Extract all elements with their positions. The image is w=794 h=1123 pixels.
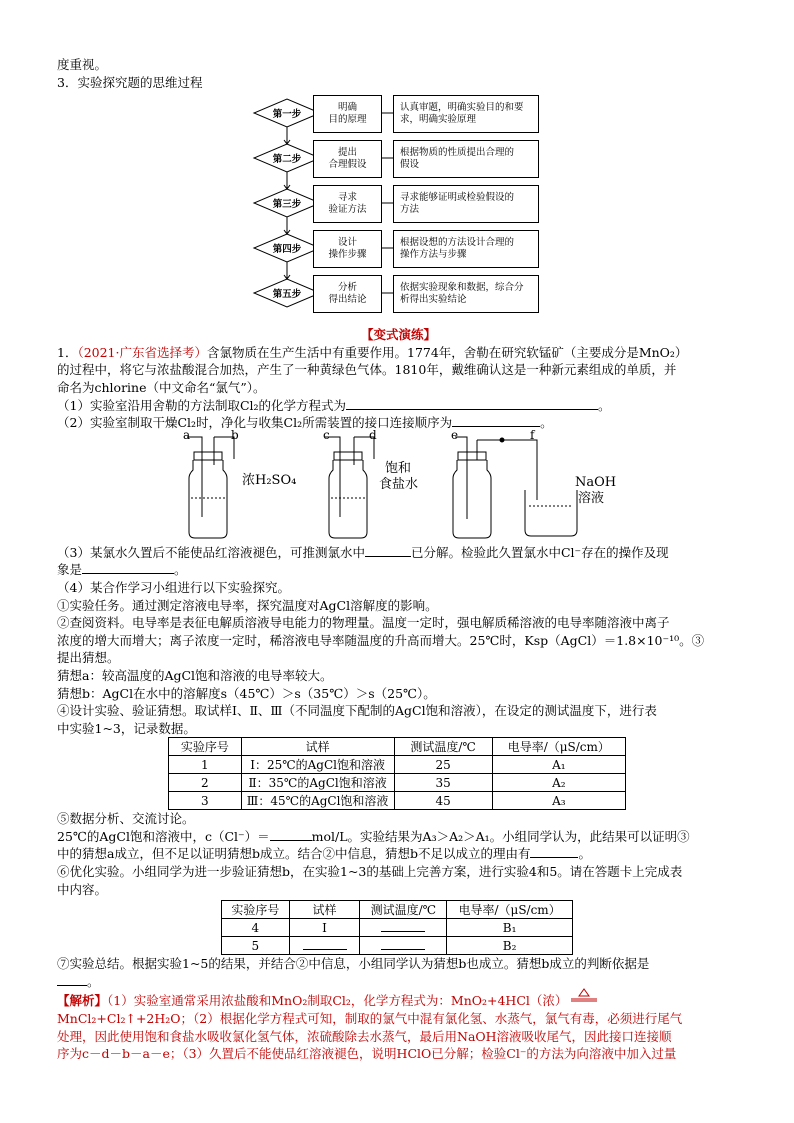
step-1: ①实验任务。通过测定溶液电导率，探究温度对AgCl溶解度的影响。 — [57, 597, 438, 613]
port-label: e — [451, 427, 459, 442]
flow-step-name: 分析 得出结论 — [313, 275, 382, 313]
table-header-cell: 电导率/（μS/cm） — [447, 901, 573, 919]
question-source: （2021·广东省选择考） — [77, 344, 207, 360]
subquestion-1: （1）实验室沿用舍勒的方法制取Cl₂的化学方程式为 。 — [57, 397, 611, 413]
apparatus-figure — [57, 427, 740, 544]
table-cell: Ⅱ：35℃的AgCl饱和溶液 — [241, 774, 394, 792]
analysis-text: 序为c－d－b－a－e；（3）久置后不能使品红溶液褪色，说明HClO已分解；检验Cl⁻的方法为向溶液中加入过量 — [57, 1046, 677, 1062]
question-number: 1． — [57, 344, 78, 360]
answer-blank[interactable] — [381, 938, 425, 950]
table-header-cell: 电导率/（μS/cm） — [492, 738, 625, 756]
table-cell — [289, 937, 360, 955]
step-6: 中内容。 — [57, 881, 108, 897]
table-header-cell: 实验序号 — [222, 901, 290, 919]
table-cell: 35 — [394, 774, 492, 792]
subquestion-3: （3）某氯水久置后不能使品红溶液褪色，可推测氯水中 已分解。检验此久置氯水中Cl⁻存在的操作及现 — [57, 544, 669, 560]
question-intro-line — [57, 344, 740, 362]
answer-blank[interactable] — [82, 561, 174, 574]
table-header-row — [169, 738, 626, 756]
table-cell: Ⅰ — [289, 919, 360, 937]
table-cell: A₃ — [492, 792, 625, 810]
flow-step-description: 根据物质的性质提出合理的 假设 — [393, 140, 539, 178]
step-7: ⑦实验总结。根据实验1~5的结果，并结合②中信息，小组同学认为猜想b也成立。猜想b成立的判断依据是 — [57, 956, 650, 972]
question-text: 的过程中，将它与浓盐酸混合加热，产生了一种黄绿色气体。1810年，戴维确认这是一种新元素组成的单质，并 — [57, 362, 677, 378]
table-cell: 5 — [222, 937, 290, 955]
question-text: 命名为chlorine（中文命名“氯气”）。 — [57, 379, 266, 395]
table-cell — [360, 937, 447, 955]
flow-step-label: 第二步 — [272, 154, 302, 166]
table-cell: 4 — [222, 919, 290, 937]
step-4: ④设计实验、验证猜想。取试样Ⅰ、Ⅱ、Ⅲ（不同温度下配制的AgCl饱和溶液），在设定的测试温度下，进行表 — [57, 703, 657, 719]
step-4: 中实验1~3，记录数据。 — [57, 720, 196, 736]
table-row — [222, 937, 573, 955]
table-cell: B₁ — [447, 919, 573, 937]
answer-blank[interactable] — [381, 920, 425, 932]
analysis-text: 处理，因此使用饱和食盐水吸收氯化氢气体，浓硫酸除去水蒸气，最后用NaOH溶液吸收尾气，因此接口连接顺 — [57, 1028, 672, 1044]
reagent-label: 溶液 — [578, 490, 605, 506]
section-title: 【变式演练】 — [360, 327, 436, 343]
reagent-label: 食盐水 — [379, 476, 419, 492]
subquestion-2: （2）实验室制取干燥Cl₂时，净化与收集Cl₂所需装置的接口连接顺序为 。 — [57, 415, 553, 431]
flow-step-label: 第三步 — [272, 199, 302, 211]
flow-step-description: 根据设想的方法设计合理的 操作方法与步骤 — [393, 230, 539, 268]
table-header-cell: 实验序号 — [169, 738, 242, 756]
table-cell — [360, 919, 447, 937]
flow-step-name: 明确 目的原理 — [313, 95, 382, 133]
flow-step-description: 依据实验现象和数据，综合分 析得出实验结论 — [393, 275, 539, 313]
table-cell: 25 — [394, 756, 492, 774]
flow-step-description: 认真审题，明确实验目的和要 求，明确实验原理 — [393, 95, 539, 133]
document-page: 度重视。 3．实验探究题的思维过程 第一步 明确 目的原理 认真审题，明确实验目的和要 求，明确实验原理 第二步 提出 合理假设 根据物质的性质提出合理的 假设 第三步 寻求 验证方法 寻求能够证明或检验假设的 方法 第四步 设计 操作步骤 根据设想的方法设计合理的 操作方法与步骤 第五步 分析 得出结论 依据实验现象和数据，综合分 析得出实验结论 【变式演练】 1．（2021·广东省选择考）含氯物质在生产生活中有重要作用。1774年，舍勒在研究软锰矿（主要成分是MnO₂） 的过程中，将它与浓盐酸混合加热，产生了一种黄绿色气体。1810年，戴维确认这是一种新元素组成的单质，并 命名为chlorine（中文命名“氯气”）。 （1）实验室沿用舍勒的方法制取Cl₂的化学方程式为 。 （2）实验室制取干燥Cl₂时，净化与收集Cl₂所需装置的接口连接顺序为 。 a b c d e f 浓H₂SO₄ 饱和 食盐水 NaOH 溶液 （3）某氯水久置后不能使品红溶液褪色，可推测氯水中 已分解。检验此久置氯水中Cl⁻存在的操作及现 象是 。 （4）某合作学习小组进行以下实验探究。 ①实验任务。通过测定溶液电导率，探究温度对AgCl溶解度的影响。 ②查阅资料。电导率是表征电解质溶液导电能力的物理量。温度一定时，强电解质稀溶液的电导率随溶液中离子 浓度的增大而增大；离子浓度一定时，稀溶液电导率随温度的升高而增大。25℃时，Ksp（AgCl）＝1.8×10⁻¹⁰。③ 提出猜想。 猜想a：较高温度的AgCl饱和溶液的电导率较大。 猜想b：AgCl在水中的溶解度s（45℃）＞s（35℃）＞s（25℃）。 ④设计实验、验证猜想。取试样Ⅰ、Ⅱ、Ⅲ（不同温度下配制的AgCl饱和溶液），在设定的测试温度下，进行表 中实验1~3，记录数据。 实验序号 试样 测试温度/℃ 电导率/（μS/cm） 1 Ⅰ：25℃的AgCl饱和溶液 25 A₁ 2 Ⅱ：35℃的AgCl饱和溶液 35 A₂ 3 Ⅲ：45℃的AgCl饱和溶液 45 A₃ ⑤数据分析、交流讨论。 25℃的AgCl饱和溶液中，c（Cl⁻）＝ mol/L。实验结果为A₃＞A₂＞A₁。小组同学认为，此结果可以证明③ 中的猜想a成立，但不足以证明猜想b成立。结合②中信息，猜想b不足以成立的理由有 。 ⑥优化实验。小组同学为进一步验证猜想b，在实验1~3的基础上完善方案，进行实验4和5。请在答题卡上完成表 中内容。 实验序号 试样 测试温度/℃ 电导率/（μS/cm） 4 Ⅰ B₁ 5 B₂ ⑦实验总结。根据实验1~5的结果，并结合②中信息，小组同学认为猜想b也成立。猜想b成立的判断依据是 。 【解析】（1）实验室通常采用浓盐酸和MnO₂制取Cl₂，化学方程式为：MnO₂+4HCl（浓） MnCl₂+Cl₂↑+2H₂O；（2）根据化学方程式可知，制取的氯气中混有氯化氢、水蒸气，氯气有毒，必须进行尾气 处理，因此使用饱和食盐水吸收氯化氢气体，浓硫酸除去水蒸气，最后用NaOH溶液吸收尾气，因此接口连接顺 序为c－d－b－a－e；（3）久置后不能使品红溶液褪色，说明HClO已分解；检验Cl⁻的方法为向溶液中加入过量 — [57, 56, 740, 1063]
flow-step-name: 提出 合理假设 — [313, 140, 382, 178]
port-label: d — [369, 427, 377, 442]
answer-blank[interactable] — [365, 544, 411, 557]
flow-step-label: 第四步 — [272, 244, 302, 256]
flow-step-name: 寻求 验证方法 — [313, 185, 382, 223]
analysis-text: MnCl₂+Cl₂↑+2H₂O；（2）根据化学方程式可知，制取的氯气中混有氯化氢、水蒸气，氯气有毒，必须进行尾气 — [57, 1011, 683, 1027]
experiment-table-1 — [168, 737, 626, 810]
answer-blank[interactable] — [270, 828, 312, 841]
table-cell: 2 — [169, 774, 242, 792]
table-cell: 3 — [169, 792, 242, 810]
answer-blank[interactable] — [57, 973, 87, 986]
flow-step-description: 寻求能够证明或检验假设的 方法 — [393, 185, 539, 223]
step-2: ②查阅资料。电导率是表征电解质溶液导电能力的物理量。温度一定时，强电解质稀溶液的电导率随溶液中离子 — [57, 615, 670, 631]
table-cell: B₂ — [447, 937, 573, 955]
table-row — [222, 919, 573, 937]
table-cell: A₁ — [492, 756, 625, 774]
table-header-cell: 试样 — [289, 901, 360, 919]
answer-blank[interactable] — [346, 397, 598, 410]
step-5: ⑤数据分析、交流讨论。 — [57, 811, 195, 827]
reagent-label: 浓H₂SO₄ — [242, 472, 297, 488]
heating-arrow — [567, 993, 601, 1005]
step-6: ⑥优化实验。小组同学为进一步验证猜想b，在实验1~3的基础上完善方案，进行实验4和5。请在答题卡上完成表 — [57, 864, 683, 880]
analysis-line: 【解析】（1）实验室通常采用浓盐酸和MnO₂制取Cl₂，化学方程式为：MnO₂+4HCl（浓） — [57, 992, 740, 1010]
guess-b: 猜想b：AgCl在水中的溶解度s（45℃）＞s（35℃）＞s（25℃）。 — [57, 685, 436, 701]
table-header-cell: 测试温度/℃ — [394, 738, 492, 756]
table-cell: Ⅰ：25℃的AgCl饱和溶液 — [241, 756, 394, 774]
port-label: a — [183, 427, 191, 442]
table-row — [169, 756, 626, 774]
section-heading: 3．实验探究题的思维过程 — [57, 74, 203, 90]
reagent-label: NaOH — [575, 474, 617, 490]
table-header-cell: 试样 — [241, 738, 394, 756]
answer-blank[interactable] — [452, 414, 540, 427]
reagent-label: 饱和 — [385, 460, 412, 476]
port-label: c — [323, 427, 330, 442]
step-3: 提出猜想。 — [57, 650, 120, 666]
question-text: 含氯物质在生产生活中有重要作用。1774年，舍勒在研究软锰矿（主要成分是MnO₂） — [207, 344, 688, 360]
flow-step-name: 设计 操作步骤 — [313, 230, 382, 268]
table-row — [169, 792, 626, 810]
port-label: b — [231, 427, 239, 442]
port-label: f — [530, 427, 535, 442]
guess-a: 猜想a：较高温度的AgCl饱和溶液的电导率较大。 — [57, 667, 333, 683]
table-cell: 1 — [169, 756, 242, 774]
answer-blank[interactable] — [303, 938, 347, 950]
text-line: 度重视。 — [57, 57, 108, 72]
table-cell: A₂ — [492, 774, 625, 792]
table-cell: 45 — [394, 792, 492, 810]
subquestion-4: （4）某合作学习小组进行以下实验探究。 — [57, 579, 290, 595]
table-header-row — [222, 901, 573, 919]
table-header-cell: 测试温度/℃ — [360, 901, 447, 919]
table-cell: Ⅲ：45℃的AgCl饱和溶液 — [241, 792, 394, 810]
experiment-table-2 — [221, 900, 573, 955]
thinking-process-flowchart — [57, 92, 740, 324]
flow-step-label: 第五步 — [272, 289, 302, 301]
flow-step-label: 第一步 — [272, 109, 302, 121]
answer-blank[interactable] — [530, 845, 578, 858]
step-2: 浓度的增大而增大；离子浓度一定时，稀溶液电导率随温度的升高而增大。25℃时，Ksp（AgCl）＝1.8×10⁻¹⁰。③ — [57, 632, 705, 648]
table-row — [169, 774, 626, 792]
analysis-label: 【解析】 — [57, 993, 108, 1009]
